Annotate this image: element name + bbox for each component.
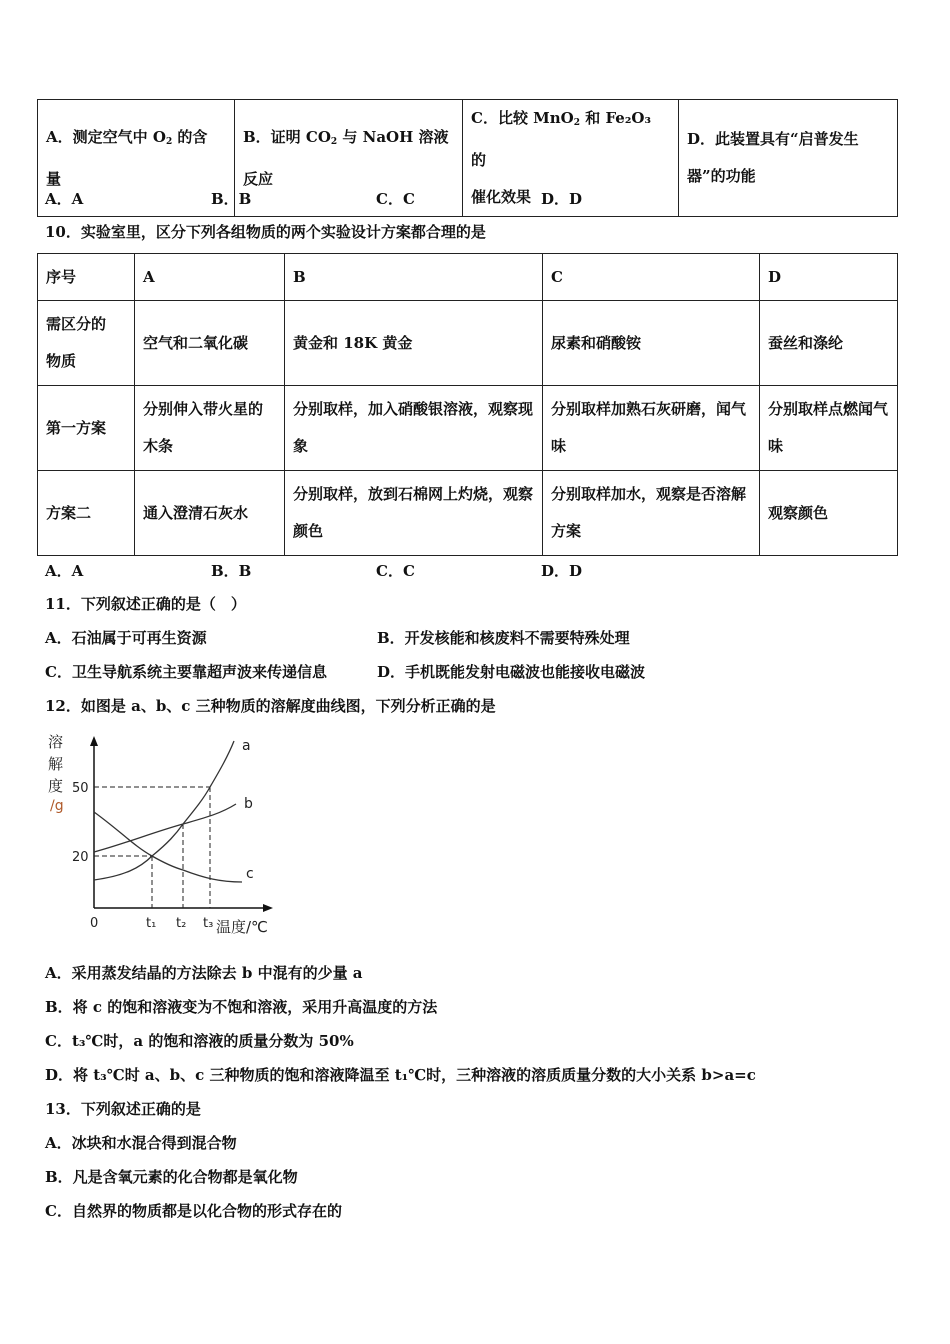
- q12-option-d[interactable]: D．将 t₃℃时 a、b、c 三种物质的饱和溶液降温至 t₁℃时，三种溶液的溶质质量分数的大小关系 b>a=c: [45, 1066, 756, 1084]
- q10-header-a: A: [135, 254, 285, 301]
- q10-option-c[interactable]: C．C: [376, 562, 415, 580]
- q13-stem: 13．下列叙述正确的是: [45, 1100, 201, 1118]
- q10-cell: 空气和二氧化碳: [135, 301, 285, 386]
- q10-cell: 分别取样加熟石灰研磨，闻气味: [543, 386, 760, 471]
- x-tick-t3: t₃: [203, 916, 214, 931]
- curve-label-b: b: [244, 796, 253, 812]
- q10-row-label-substances: 需区分的 物质: [38, 301, 135, 386]
- q13-option-c[interactable]: C．自然界的物质都是以化合物的形式存在的: [45, 1202, 342, 1220]
- q10-stem: 10．实验室里，区分下列各组物质的两个实验设计方案都合理的是: [45, 223, 486, 241]
- solubility-chart: [44, 728, 284, 942]
- q10-cell: 分别取样，放到石棉网上灼烧，观察颜色: [285, 471, 543, 556]
- q9-option-b[interactable]: B．B: [211, 190, 252, 208]
- q10-row-label-plan1: 第一方案: [38, 386, 135, 471]
- q10-table: [37, 253, 898, 556]
- q10-header-b: B: [285, 254, 543, 301]
- q10-header-c: C: [543, 254, 760, 301]
- q10-header-d: D: [760, 254, 898, 301]
- q10-cell: 分别取样加水，观察是否溶解方案: [543, 471, 760, 556]
- y-axis-label-2: 解: [48, 755, 64, 773]
- y-axis-label-3: 度: [48, 777, 64, 795]
- q9-cell-b: B．证明 $CO_2$ 与 NaOH 溶液 反应: [235, 100, 463, 217]
- x-tick-0: 0: [90, 916, 99, 931]
- q9-option-d[interactable]: D．D: [541, 190, 583, 208]
- q10-cell: 通入澄清石灰水: [135, 471, 285, 556]
- q10-cell: 分别伸入带火星的木条: [135, 386, 285, 471]
- q12-option-a[interactable]: A．采用蒸发结晶的方法除去 b 中混有的少量 a: [45, 964, 363, 982]
- y-axis-label-1: 溶: [48, 733, 64, 751]
- q10-option-b[interactable]: B．B: [211, 562, 252, 580]
- y-tick-50: 50: [72, 781, 89, 796]
- curve-label-a: a: [242, 738, 251, 754]
- q10-cell: 分别取样，加入硝酸银溶液，观察现象: [285, 386, 543, 471]
- q10-cell: 尿素和硝酸铵: [543, 301, 760, 386]
- q9-cell-a: A．测定空气中 $O_2$ 的含 量: [38, 100, 235, 217]
- q10-cell: 黄金和 18K 黄金: [285, 301, 543, 386]
- curve-a: [94, 741, 234, 880]
- q11-option-d[interactable]: D．手机既能发射电磁波也能接收电磁波: [377, 663, 646, 681]
- q10-option-a[interactable]: A．A: [45, 562, 84, 580]
- q10-row-label-plan2: 方案二: [38, 471, 135, 556]
- q13-option-b[interactable]: B．凡是含氧元素的化合物都是氧化物: [45, 1168, 298, 1186]
- q12-option-c[interactable]: C．t₃℃时，a 的饱和溶液的质量分数为 50%: [45, 1032, 354, 1050]
- q10-cell: 分别取样点燃闻气味: [760, 386, 898, 471]
- q9-options: [45, 188, 645, 208]
- q10-cell: 观察颜色: [760, 471, 898, 556]
- q12-stem: 12．如图是 a、b、c 三种物质的溶解度曲线图，下列分析正确的是: [45, 697, 496, 715]
- q9-cell-d: D．此装置具有“启普发生 器”的功能: [679, 100, 898, 217]
- y-axis-arrow-icon: [90, 736, 98, 746]
- q9-option-c[interactable]: C．C: [376, 190, 415, 208]
- x-axis-arrow-icon: [263, 904, 273, 912]
- q9-cell-c: C．比较 MnO$_2$ 和 Fe₂O₃ 的 催化效果: [463, 100, 679, 217]
- q11-stem: 11．下列叙述正确的是（ ）: [45, 595, 246, 613]
- q10-header-index: 序号: [38, 254, 135, 301]
- q12-option-b[interactable]: B．将 c 的饱和溶液变为不饱和溶液，采用升高温度的方法: [45, 998, 438, 1016]
- q10-cell: 蚕丝和涤纶: [760, 301, 898, 386]
- q11-option-b[interactable]: B．开发核能和核废料不需要特殊处理: [377, 629, 630, 647]
- q13-option-a[interactable]: A．冰块和水混合得到混合物: [45, 1134, 237, 1152]
- q11-option-a[interactable]: A．石油属于可再生资源: [45, 629, 207, 647]
- x-axis-label: 温度/℃: [216, 918, 268, 936]
- y-tick-20: 20: [72, 850, 89, 865]
- q9-option-a[interactable]: A．A: [45, 190, 84, 208]
- q11-option-c[interactable]: C．卫生导航系统主要靠超声波来传递信息: [45, 663, 327, 681]
- curve-label-c: c: [246, 866, 254, 882]
- q10-options: [45, 560, 645, 580]
- y-axis-label-4: /g: [50, 798, 64, 814]
- q10-option-d[interactable]: D．D: [541, 562, 583, 580]
- curve-c: [94, 812, 242, 882]
- x-tick-t2: t₂: [176, 916, 187, 931]
- x-tick-t1: t₁: [146, 916, 157, 931]
